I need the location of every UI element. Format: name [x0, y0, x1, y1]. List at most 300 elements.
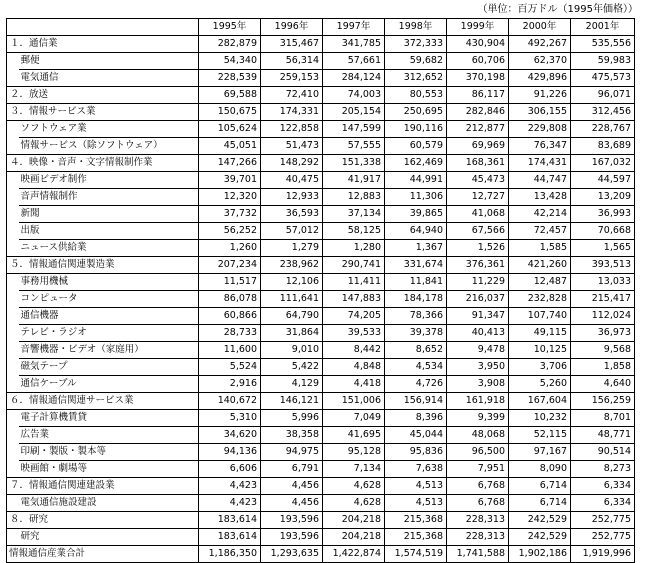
value-cell: 78,366: [385, 308, 447, 325]
value-cell: 204,218: [323, 529, 385, 546]
value-cell: 96,500: [447, 444, 509, 461]
value-cell: 59,983: [571, 53, 635, 70]
value-cell: 151,338: [323, 155, 385, 172]
value-cell: 475,573: [571, 70, 635, 87]
row-label: テレビ・ラジオ: [19, 325, 199, 342]
value-cell: 37,732: [199, 206, 261, 223]
category-row: [7, 257, 635, 274]
value-cell: 122,858: [261, 121, 323, 138]
subcategory-row: [7, 53, 635, 70]
value-cell: 12,487: [509, 274, 571, 291]
value-cell: 252,775: [571, 512, 635, 529]
value-cell: 1,280: [323, 240, 385, 257]
value-cell: 183,614: [199, 512, 261, 529]
value-cell: 60,579: [385, 138, 447, 155]
value-cell: 215,368: [385, 512, 447, 529]
value-cell: 242,529: [509, 512, 571, 529]
subcategory-row: [7, 70, 635, 87]
value-cell: 58,125: [323, 223, 385, 240]
category-row: [7, 87, 635, 104]
subcategory-row: [7, 189, 635, 206]
column-header: 1997年: [323, 19, 385, 36]
value-cell: 12,933: [261, 189, 323, 206]
value-cell: 80,553: [385, 87, 447, 104]
subcategory-row: [7, 274, 635, 291]
value-cell: 11,306: [385, 189, 447, 206]
value-cell: 215,417: [571, 291, 635, 308]
value-cell: 40,413: [447, 325, 509, 342]
value-cell: 64,790: [261, 308, 323, 325]
row-indent: [7, 461, 19, 478]
value-cell: 36,993: [571, 206, 635, 223]
value-cell: 7,049: [323, 410, 385, 427]
column-header: 1995年: [199, 19, 261, 36]
subcategory-row: [7, 359, 635, 376]
value-cell: 91,347: [447, 308, 509, 325]
value-cell: 162,469: [385, 155, 447, 172]
value-cell: 140,672: [199, 393, 261, 410]
value-cell: 4,628: [323, 478, 385, 495]
column-header: 2001年: [571, 19, 635, 36]
value-cell: 229,808: [509, 121, 571, 138]
row-indent: [7, 325, 19, 342]
value-cell: 1,526: [447, 240, 509, 257]
header-row: [7, 19, 635, 36]
value-cell: 147,266: [199, 155, 261, 172]
column-header: 2000年: [509, 19, 571, 36]
value-cell: 11,517: [199, 274, 261, 291]
value-cell: 60,866: [199, 308, 261, 325]
value-cell: 86,117: [447, 87, 509, 104]
value-cell: 52,115: [509, 427, 571, 444]
value-cell: 91,226: [509, 87, 571, 104]
value-cell: 1,858: [571, 359, 635, 376]
value-cell: 429,896: [509, 70, 571, 87]
value-cell: 64,940: [385, 223, 447, 240]
value-cell: 6,791: [261, 461, 323, 478]
subcategory-row: [7, 240, 635, 257]
value-cell: 34,620: [199, 427, 261, 444]
value-cell: 31,864: [261, 325, 323, 342]
value-cell: 48,068: [447, 427, 509, 444]
value-cell: 11,600: [199, 342, 261, 359]
header-corner: [7, 19, 199, 36]
row-label: ニュース供給業: [19, 240, 199, 257]
row-indent: [7, 189, 19, 206]
value-cell: 45,044: [385, 427, 447, 444]
value-cell: 37,134: [323, 206, 385, 223]
subcategory-row: [7, 444, 635, 461]
value-cell: 45,473: [447, 172, 509, 189]
value-cell: 72,410: [261, 87, 323, 104]
row-label: 映画ビデオ制作: [19, 172, 199, 189]
value-cell: 4,456: [261, 495, 323, 512]
row-label: 音響機器・ビデオ（家庭用）: [19, 342, 199, 359]
value-cell: 312,456: [571, 104, 635, 121]
value-cell: 5,524: [199, 359, 261, 376]
value-cell: 111,641: [261, 291, 323, 308]
value-cell: 45,051: [199, 138, 261, 155]
row-label: 出版: [19, 223, 199, 240]
value-cell: 2,916: [199, 376, 261, 393]
value-cell: 8,090: [509, 461, 571, 478]
value-cell: 4,640: [571, 376, 635, 393]
value-cell: 39,701: [199, 172, 261, 189]
row-label: ５．情報通信関連製造業: [7, 257, 199, 274]
subcategory-row: [7, 206, 635, 223]
value-cell: 6,768: [447, 478, 509, 495]
value-cell: 331,674: [385, 257, 447, 274]
row-indent: [7, 53, 19, 70]
value-cell: 238,962: [261, 257, 323, 274]
row-indent: [7, 444, 19, 461]
value-cell: 9,399: [447, 410, 509, 427]
value-cell: 306,155: [509, 104, 571, 121]
value-cell: 315,467: [261, 36, 323, 53]
subcategory-row: [7, 376, 635, 393]
row-label: ４．映像・音声・文字情報制作業: [7, 155, 199, 172]
value-cell: 250,695: [385, 104, 447, 121]
value-cell: 39,533: [323, 325, 385, 342]
value-cell: 5,422: [261, 359, 323, 376]
value-cell: 54,340: [199, 53, 261, 70]
row-indent: [7, 70, 19, 87]
value-cell: 41,917: [323, 172, 385, 189]
category-row: [7, 512, 635, 529]
value-cell: 312,652: [385, 70, 447, 87]
value-cell: 421,260: [509, 257, 571, 274]
value-cell: 151,006: [323, 393, 385, 410]
value-cell: 1,902,186: [509, 546, 571, 563]
value-cell: 41,068: [447, 206, 509, 223]
value-cell: 1,279: [261, 240, 323, 257]
value-cell: 44,597: [571, 172, 635, 189]
value-cell: 49,115: [509, 325, 571, 342]
value-cell: 12,727: [447, 189, 509, 206]
value-cell: 4,513: [385, 478, 447, 495]
row-label: １．通信業: [7, 36, 199, 53]
row-label: 新聞: [19, 206, 199, 223]
row-label: 情報サービス（除ソフトウェア）: [19, 138, 199, 155]
value-cell: 193,596: [261, 529, 323, 546]
value-cell: 156,259: [571, 393, 635, 410]
row-indent: [7, 410, 19, 427]
row-indent: [7, 495, 19, 512]
value-cell: 376,361: [447, 257, 509, 274]
value-cell: 8,396: [385, 410, 447, 427]
row-indent: [7, 529, 19, 546]
value-cell: 36,973: [571, 325, 635, 342]
row-label: 磁気テープ: [19, 359, 199, 376]
value-cell: 215,368: [385, 529, 447, 546]
value-cell: 12,883: [323, 189, 385, 206]
value-cell: 147,599: [323, 121, 385, 138]
row-label: 通信機器: [19, 308, 199, 325]
subcategory-row: [7, 529, 635, 546]
value-cell: 1,585: [509, 240, 571, 257]
value-cell: 183,614: [199, 529, 261, 546]
value-cell: 282,846: [447, 104, 509, 121]
value-cell: 60,706: [447, 53, 509, 70]
value-cell: 6,334: [571, 478, 635, 495]
value-cell: 59,682: [385, 53, 447, 70]
value-cell: 41,695: [323, 427, 385, 444]
value-cell: 42,214: [509, 206, 571, 223]
value-cell: 232,828: [509, 291, 571, 308]
value-cell: 90,514: [571, 444, 635, 461]
row-label: 研究: [19, 529, 199, 546]
value-cell: 167,032: [571, 155, 635, 172]
value-cell: 13,033: [571, 274, 635, 291]
value-cell: 40,475: [261, 172, 323, 189]
value-cell: 1,741,588: [447, 546, 509, 563]
value-cell: 57,012: [261, 223, 323, 240]
value-cell: 3,706: [509, 359, 571, 376]
value-cell: 76,347: [509, 138, 571, 155]
value-cell: 112,024: [571, 308, 635, 325]
column-header: 1996年: [261, 19, 323, 36]
value-cell: 216,037: [447, 291, 509, 308]
value-cell: 6,334: [571, 495, 635, 512]
value-cell: 174,331: [261, 104, 323, 121]
value-cell: 44,747: [509, 172, 571, 189]
value-cell: 228,313: [447, 529, 509, 546]
value-cell: 4,418: [323, 376, 385, 393]
industry-table: [6, 18, 635, 563]
value-cell: 284,124: [323, 70, 385, 87]
value-cell: 62,370: [509, 53, 571, 70]
value-cell: 86,078: [199, 291, 261, 308]
value-cell: 1,293,635: [261, 546, 323, 563]
subcategory-row: [7, 325, 635, 342]
row-label: コンピュータ: [19, 291, 199, 308]
value-cell: 212,877: [447, 121, 509, 138]
value-cell: 6,768: [447, 495, 509, 512]
value-cell: 95,128: [323, 444, 385, 461]
subcategory-row: [7, 495, 635, 512]
value-cell: 39,865: [385, 206, 447, 223]
value-cell: 9,568: [571, 342, 635, 359]
value-cell: 204,218: [323, 512, 385, 529]
value-cell: 1,186,350: [199, 546, 261, 563]
value-cell: 6,714: [509, 495, 571, 512]
category-row: [7, 478, 635, 495]
value-cell: 8,701: [571, 410, 635, 427]
value-cell: 7,638: [385, 461, 447, 478]
row-indent: [7, 223, 19, 240]
value-cell: 97,167: [509, 444, 571, 461]
value-cell: 492,267: [509, 36, 571, 53]
value-cell: 1,565: [571, 240, 635, 257]
value-cell: 11,411: [323, 274, 385, 291]
column-header: 1998年: [385, 19, 447, 36]
value-cell: 5,996: [261, 410, 323, 427]
value-cell: 4,423: [199, 478, 261, 495]
value-cell: 1,367: [385, 240, 447, 257]
value-cell: 11,229: [447, 274, 509, 291]
value-cell: 3,908: [447, 376, 509, 393]
value-cell: 1,574,519: [385, 546, 447, 563]
subcategory-row: [7, 291, 635, 308]
value-cell: 193,596: [261, 512, 323, 529]
value-cell: 1,919,996: [571, 546, 635, 563]
value-cell: 51,473: [261, 138, 323, 155]
row-label: 郵便: [19, 53, 199, 70]
row-label: ７．情報通信関連建設業: [7, 478, 199, 495]
value-cell: 150,675: [199, 104, 261, 121]
value-cell: 10,125: [509, 342, 571, 359]
row-label: 電子計算機賃貸: [19, 410, 199, 427]
value-cell: 8,442: [323, 342, 385, 359]
row-indent: [7, 172, 19, 189]
value-cell: 105,624: [199, 121, 261, 138]
value-cell: 147,883: [323, 291, 385, 308]
value-cell: 290,741: [323, 257, 385, 274]
value-cell: 393,513: [571, 257, 635, 274]
value-cell: 56,252: [199, 223, 261, 240]
value-cell: 6,714: [509, 478, 571, 495]
value-cell: 228,539: [199, 70, 261, 87]
row-indent: [7, 274, 19, 291]
value-cell: 252,775: [571, 529, 635, 546]
value-cell: 341,785: [323, 36, 385, 53]
value-cell: 94,136: [199, 444, 261, 461]
value-cell: 70,668: [571, 223, 635, 240]
value-cell: 12,106: [261, 274, 323, 291]
value-cell: 8,652: [385, 342, 447, 359]
value-cell: 11,841: [385, 274, 447, 291]
value-cell: 146,121: [261, 393, 323, 410]
subcategory-row: [7, 121, 635, 138]
row-label: 電気通信: [19, 70, 199, 87]
row-indent: [7, 121, 19, 138]
value-cell: 94,975: [261, 444, 323, 461]
subcategory-row: [7, 342, 635, 359]
category-row: [7, 104, 635, 121]
value-cell: 3,950: [447, 359, 509, 376]
column-header: 1999年: [447, 19, 509, 36]
row-label: ６．情報通信関連サービス業: [7, 393, 199, 410]
value-cell: 74,205: [323, 308, 385, 325]
value-cell: 39,378: [385, 325, 447, 342]
value-cell: 5,260: [509, 376, 571, 393]
value-cell: 28,733: [199, 325, 261, 342]
row-label: 通信ケーブル: [19, 376, 199, 393]
row-indent: [7, 206, 19, 223]
category-row: [7, 36, 635, 53]
subcategory-row: [7, 410, 635, 427]
value-cell: 207,234: [199, 257, 261, 274]
subcategory-row: [7, 461, 635, 478]
row-indent: [7, 427, 19, 444]
value-cell: 38,358: [261, 427, 323, 444]
row-indent: [7, 359, 19, 376]
row-label: 音声情報制作: [19, 189, 199, 206]
value-cell: 7,134: [323, 461, 385, 478]
value-cell: 4,513: [385, 495, 447, 512]
value-cell: 9,010: [261, 342, 323, 359]
subcategory-row: [7, 138, 635, 155]
value-cell: 36,593: [261, 206, 323, 223]
row-label: ３．情報サービス業: [7, 104, 199, 121]
value-cell: 4,423: [199, 495, 261, 512]
row-indent: [7, 138, 19, 155]
value-cell: 535,556: [571, 36, 635, 53]
row-label: 情報通信産業合計: [7, 546, 199, 563]
value-cell: 7,951: [447, 461, 509, 478]
value-cell: 10,232: [509, 410, 571, 427]
row-label: ２．放送: [7, 87, 199, 104]
row-indent: [7, 291, 19, 308]
value-cell: 259,153: [261, 70, 323, 87]
value-cell: 184,178: [385, 291, 447, 308]
value-cell: 4,628: [323, 495, 385, 512]
value-cell: 174,431: [509, 155, 571, 172]
row-indent: [7, 342, 19, 359]
value-cell: 370,198: [447, 70, 509, 87]
value-cell: 8,273: [571, 461, 635, 478]
value-cell: 4,726: [385, 376, 447, 393]
value-cell: 4,456: [261, 478, 323, 495]
subcategory-row: [7, 308, 635, 325]
row-label: 印刷・製版・製本等: [19, 444, 199, 461]
row-label: ソフトウェア業: [19, 121, 199, 138]
value-cell: 13,209: [571, 189, 635, 206]
value-cell: 5,310: [199, 410, 261, 427]
value-cell: 228,767: [571, 121, 635, 138]
value-cell: 57,555: [323, 138, 385, 155]
value-cell: 205,154: [323, 104, 385, 121]
value-cell: 13,428: [509, 189, 571, 206]
value-cell: 148,292: [261, 155, 323, 172]
value-cell: 44,991: [385, 172, 447, 189]
subcategory-row: [7, 427, 635, 444]
row-label: ８．研究: [7, 512, 199, 529]
value-cell: 168,361: [447, 155, 509, 172]
value-cell: 161,918: [447, 393, 509, 410]
value-cell: 72,457: [509, 223, 571, 240]
value-cell: 57,661: [323, 53, 385, 70]
row-label: 映画館・劇場等: [19, 461, 199, 478]
category-row: [7, 155, 635, 172]
value-cell: 107,740: [509, 308, 571, 325]
value-cell: 96,071: [571, 87, 635, 104]
table-body: [7, 36, 635, 563]
value-cell: 56,314: [261, 53, 323, 70]
subcategory-row: [7, 223, 635, 240]
value-cell: 48,771: [571, 427, 635, 444]
value-cell: 67,566: [447, 223, 509, 240]
row-indent: [7, 376, 19, 393]
value-cell: 6,606: [199, 461, 261, 478]
value-cell: 282,879: [199, 36, 261, 53]
value-cell: 4,534: [385, 359, 447, 376]
value-cell: 9,478: [447, 342, 509, 359]
row-label: 事務用機械: [19, 274, 199, 291]
value-cell: 242,529: [509, 529, 571, 546]
value-cell: 372,333: [385, 36, 447, 53]
value-cell: 12,320: [199, 189, 261, 206]
value-cell: 69,588: [199, 87, 261, 104]
subcategory-row: [7, 172, 635, 189]
total-row: [7, 546, 635, 563]
row-indent: [7, 308, 19, 325]
value-cell: 156,914: [385, 393, 447, 410]
value-cell: 228,313: [447, 512, 509, 529]
value-cell: 4,129: [261, 376, 323, 393]
value-cell: 430,904: [447, 36, 509, 53]
value-cell: 95,836: [385, 444, 447, 461]
